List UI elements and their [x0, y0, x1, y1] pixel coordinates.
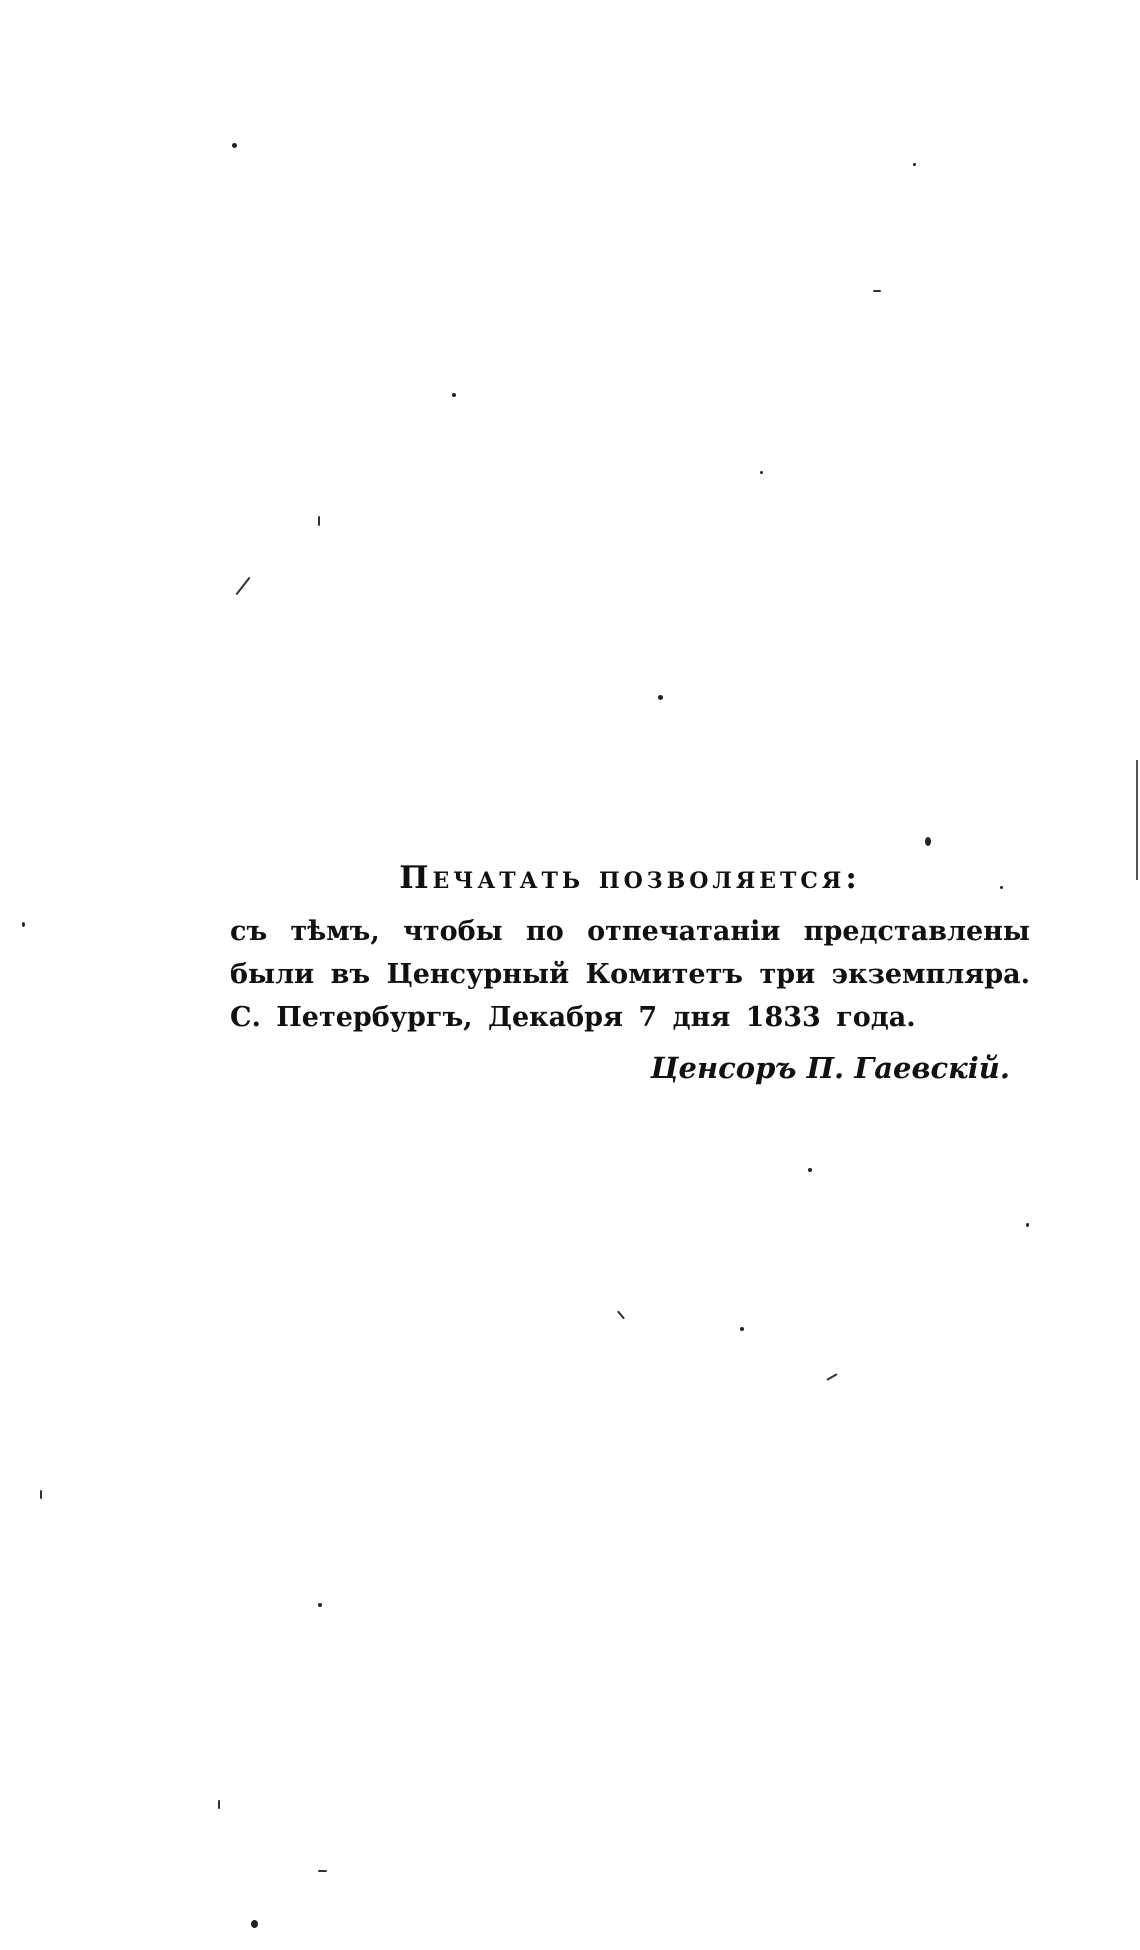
- censor-signature: Ценсоръ П. Гаевскій.: [650, 1051, 1010, 1085]
- scan-speck: [808, 1168, 812, 1172]
- scan-speck: [658, 695, 663, 700]
- scan-speck: [1000, 886, 1003, 889]
- scan-speck: [22, 922, 25, 927]
- scan-speck: [740, 1327, 744, 1331]
- scan-speck: [913, 163, 916, 166]
- scan-mark: [40, 1490, 42, 1499]
- scan-mark: [218, 1800, 220, 1809]
- scan-mark: [617, 1311, 625, 1320]
- scan-speck: [452, 393, 456, 397]
- scan-mark: [235, 577, 250, 596]
- scan-speck: [760, 471, 763, 474]
- scan-speck: [1026, 1223, 1029, 1227]
- page-edge-line: [1136, 760, 1138, 880]
- scan-mark: [318, 1870, 327, 1872]
- scan-mark: [873, 290, 881, 292]
- scan-speck: [318, 1603, 322, 1607]
- scan-speck: [251, 1920, 258, 1928]
- scan-speck: [232, 143, 237, 148]
- approval-text: съ тѣмъ, чтобы по отпечатаніи представлены были въ Ценсурный Комитетъ три экземпляра. С. Петербургъ, Декабря 7 дня 1833 года.: [230, 916, 1030, 1033]
- approval-heading: Печатать позволяется:: [399, 860, 861, 896]
- scan-mark: [826, 1373, 837, 1381]
- scan-mark: [318, 516, 320, 526]
- scan-speck: [925, 837, 931, 846]
- censorship-approval: [230, 860, 1030, 1085]
